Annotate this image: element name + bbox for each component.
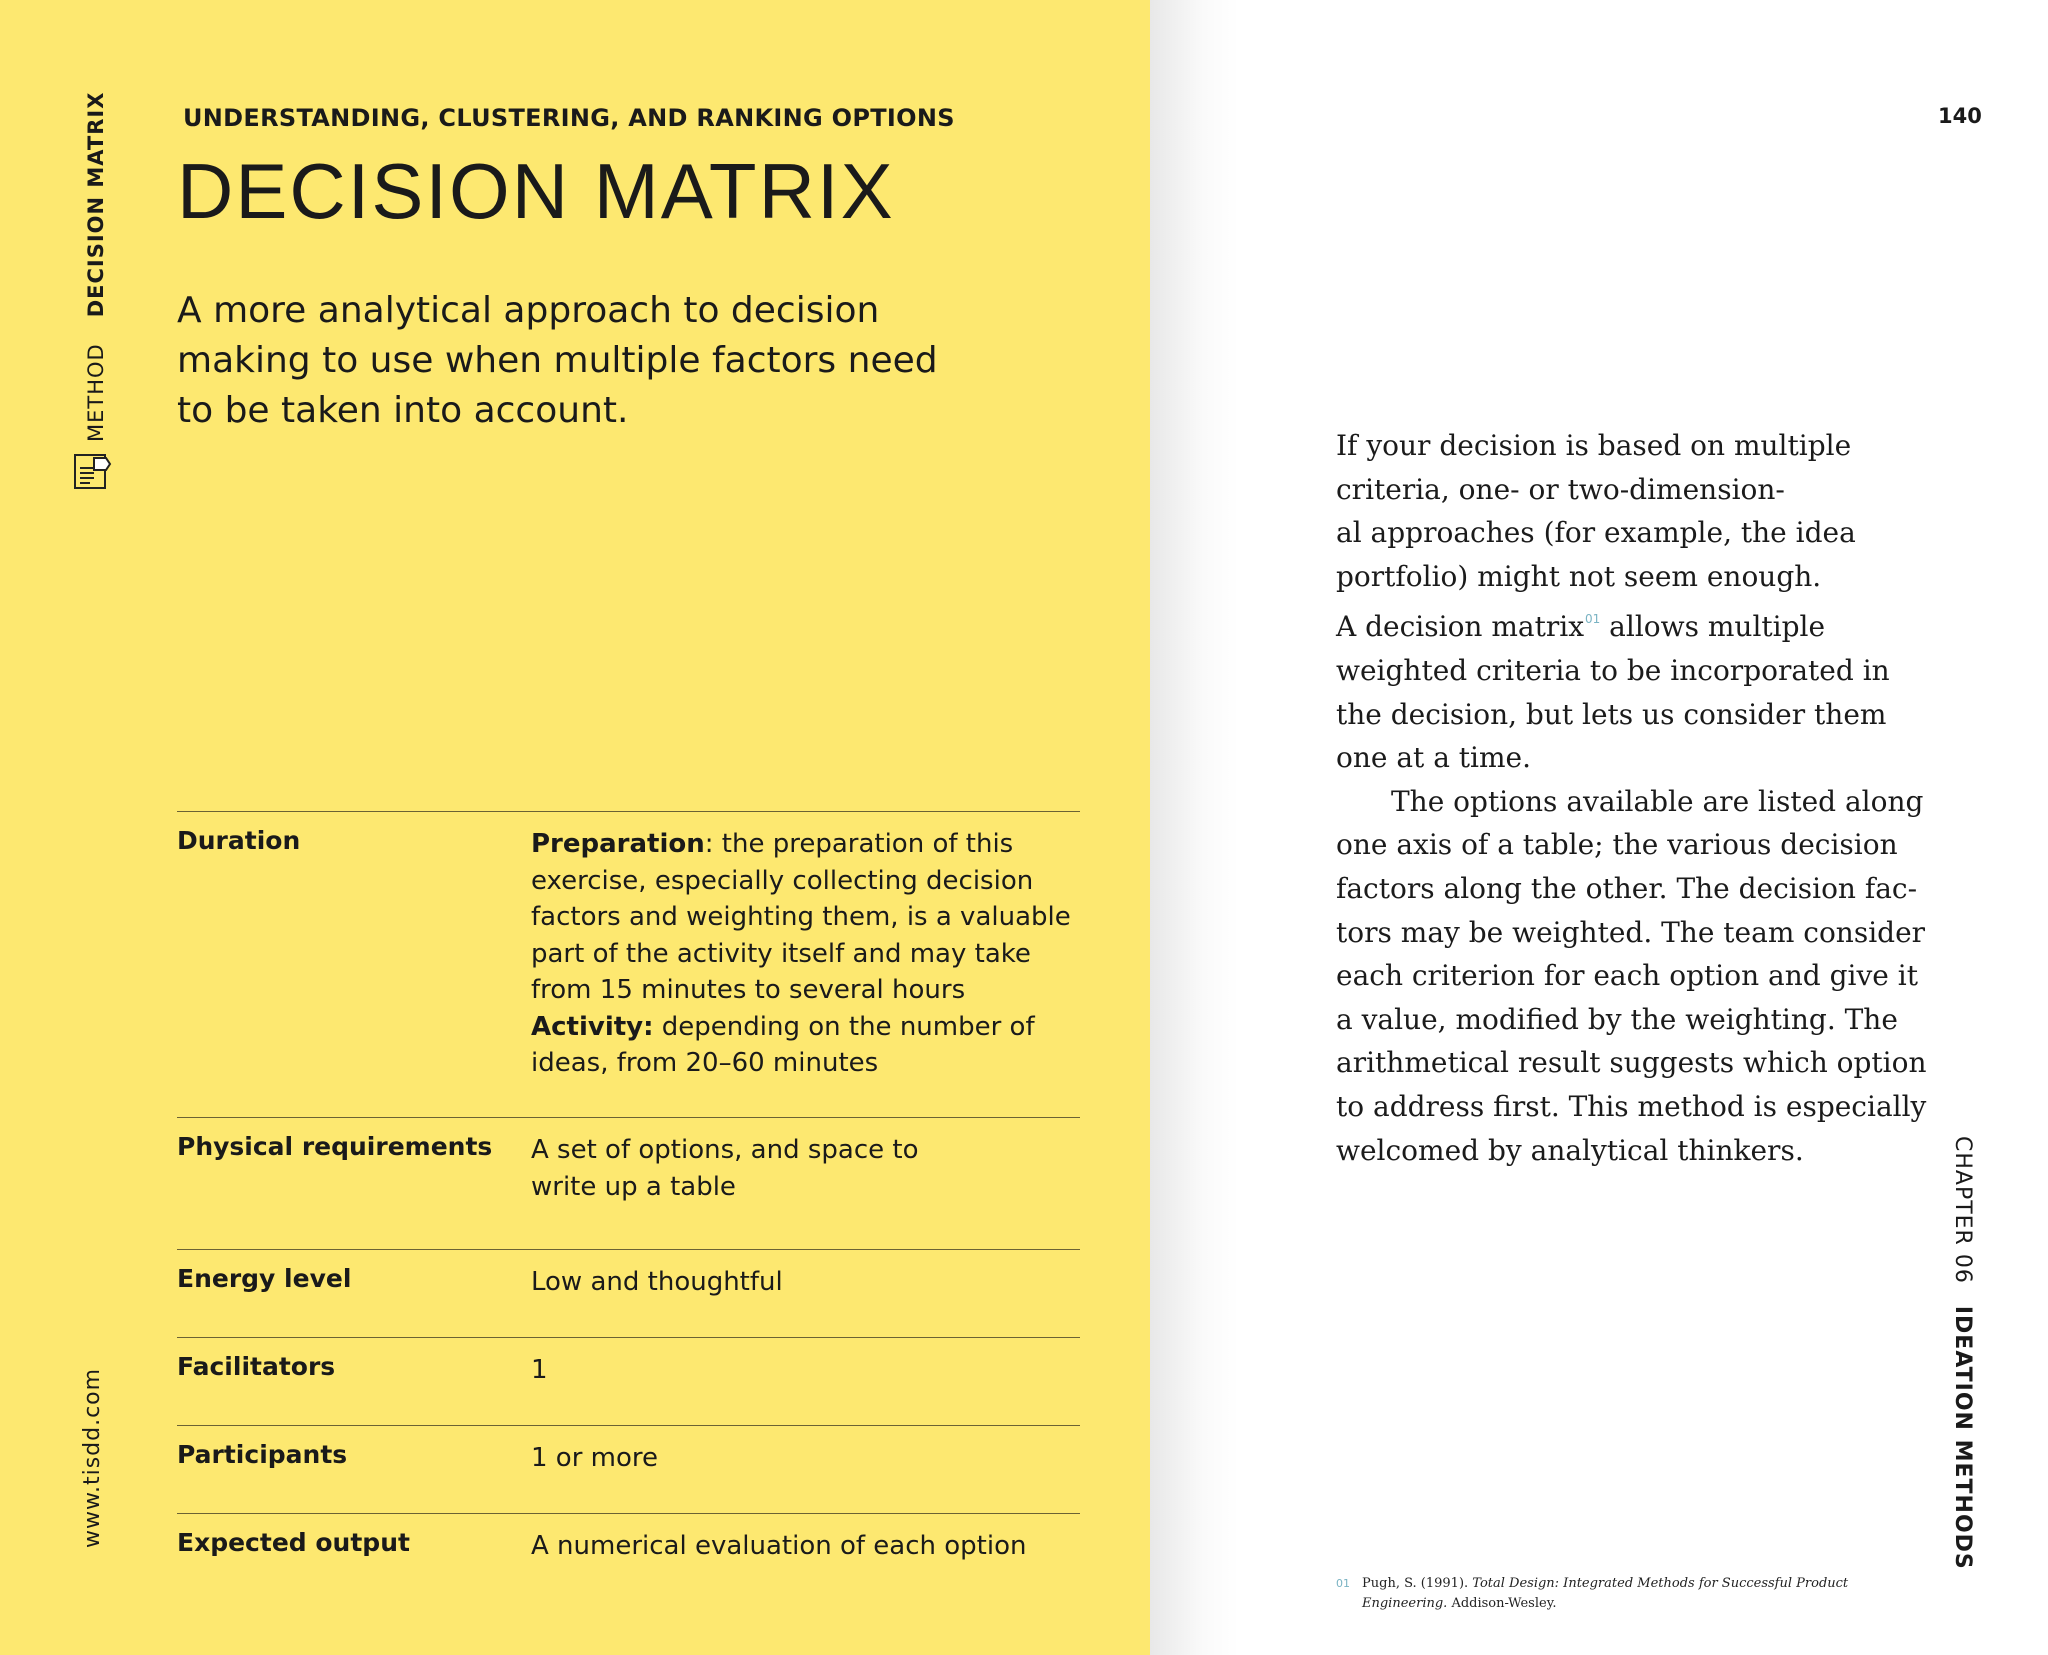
side-method-light: METHOD: [84, 343, 108, 442]
facilitators-key: Facilitators: [177, 1352, 336, 1381]
footnote-publisher: Addison-Wesley.: [1447, 1596, 1557, 1611]
intro-text: A more analytical approach to decision making to use when multiple factors need to be taken into account.: [177, 290, 938, 431]
output-value: A numerical evaluation of each option: [531, 1531, 1027, 1561]
table-row-physical: [177, 1117, 1080, 1249]
preparation-label: Preparation: [531, 829, 705, 859]
footnote: [1336, 1574, 1896, 1614]
page-number: 140: [1938, 104, 1982, 128]
body-line: one axis of a table; the various decision: [1336, 828, 1898, 862]
table-row-energy: [177, 1249, 1080, 1337]
footnote-author: Pugh, S. (1991).: [1362, 1576, 1473, 1591]
page-gutter-shadow: [1150, 0, 1240, 1655]
body-line: one at a time.: [1336, 741, 1532, 775]
body-line: to address first. This method is especially: [1336, 1089, 1927, 1123]
body-text: [1336, 424, 1927, 1172]
table-row-participants: [177, 1425, 1080, 1513]
method-card-icon: [72, 450, 114, 492]
side-method-bold: DECISION MATRIX: [84, 91, 108, 318]
body-line-with-footnote: [1336, 598, 1896, 649]
body-line: criteria, one- or two-dimension-: [1336, 472, 1785, 506]
chapter-number: CHAPTER 06: [1950, 1136, 1975, 1284]
output-key: Expected output: [177, 1528, 410, 1557]
body-line: al approaches (for example, the idea: [1336, 516, 1856, 550]
body-line: arithmetical result suggests which option: [1336, 1046, 1927, 1080]
participants-value: 1 or more: [531, 1443, 659, 1473]
footnote-number: 01: [1336, 1577, 1350, 1590]
body-line: tors may be weighted. The team consider: [1336, 915, 1926, 949]
body-line: the decision, but lets us consider them: [1336, 697, 1887, 731]
page-title: DECISION MATRIX: [177, 147, 895, 235]
body-line: welcomed by analytical thinkers.: [1336, 1133, 1804, 1167]
side-method-label: [84, 92, 108, 442]
table-row-facilitators: [177, 1337, 1080, 1425]
duration-key: Duration: [177, 826, 301, 855]
chapter-label: [1950, 1136, 1975, 1570]
method-info-table: [177, 811, 1080, 1594]
footnote-title: Total Design: Integrated Methods for Successful Product Engineering.: [1362, 1576, 1849, 1611]
body-line: weighted criteria to be incorporated in: [1336, 653, 1890, 687]
table-row-output: [177, 1513, 1080, 1594]
body-text-segment: allows multiple: [1600, 610, 1826, 644]
facilitators-value: 1: [531, 1355, 548, 1385]
body-line: The options available are listed along: [1391, 784, 1924, 818]
duration-value: [531, 826, 1071, 1082]
footnote-text: [1362, 1574, 1896, 1614]
energy-value: Low and thoughtful: [531, 1267, 783, 1297]
participants-key: Participants: [177, 1440, 348, 1469]
chapter-title: IDEATION METHODS: [1950, 1305, 1975, 1570]
body-line: a value, modified by the weighting. The: [1336, 1002, 1898, 1036]
body-line: factors along the other. The decision fac-: [1336, 871, 1918, 905]
body-text-segment: A decision matrix: [1336, 610, 1584, 644]
body-line: If your decision is based on multiple: [1336, 429, 1852, 462]
body-line: each criterion for each option and give it: [1336, 959, 1918, 993]
activity-label: Activity:: [531, 1011, 654, 1042]
body-line: portfolio) might not seem enough.: [1336, 559, 1822, 593]
section-kicker: UNDERSTANDING, CLUSTERING, AND RANKING OPTIONS: [183, 104, 955, 132]
table-row-duration: [177, 811, 1080, 1117]
website-url: www.tisdd.com: [80, 1367, 105, 1548]
physical-value: A set of options, and space to write up a table: [531, 1135, 919, 1202]
activity-text: depending on the number of ideas, from 20–60 minutes: [531, 1011, 1035, 1078]
footnote-reference[interactable]: 01: [1585, 612, 1601, 627]
physical-key: Physical requirements: [177, 1132, 493, 1161]
preparation-text: : the preparation of this exercise, especially collecting decision factors and weighting them, is a valuable part of the activity itself and may take from 15 minutes to several hours: [531, 829, 1071, 1005]
energy-key: Energy level: [177, 1264, 352, 1293]
